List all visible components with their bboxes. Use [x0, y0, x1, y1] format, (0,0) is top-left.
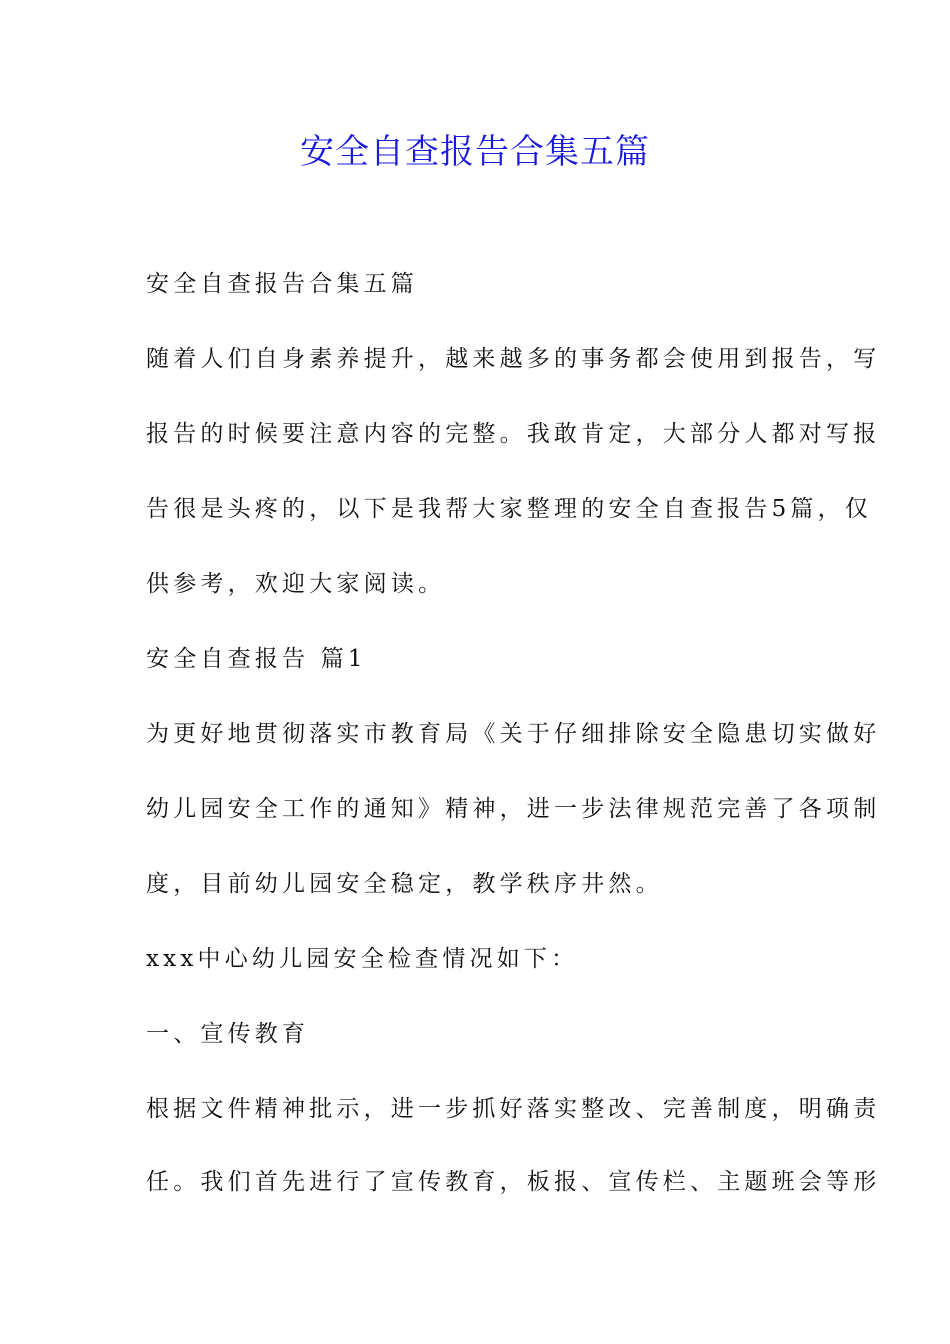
subtitle-line: 安全自查报告合集五篇 — [146, 271, 418, 297]
paragraph-line: 度，目前幼儿园安全稳定，教学秩序井然。 — [146, 871, 663, 897]
paragraph-line: 根据文件精神批示，进一步抓好落实整改、完善制度，明确责 — [146, 1096, 881, 1122]
paragraph-line: 告很是头疼的，以下是我帮大家整理的安全自查报告5篇，仅 — [146, 496, 873, 522]
section-heading: 安全自查报告 篇1 — [146, 646, 367, 672]
paragraph-line: 供参考，欢迎大家阅读。 — [146, 571, 446, 597]
paragraph-line: 随着人们自身素养提升，越来越多的事务都会使用到报告，写 — [146, 346, 881, 372]
paragraph-line: 幼儿园安全工作的通知》精神，进一步法律规范完善了各项制 — [146, 796, 881, 822]
paragraph-line: 报告的时候要注意内容的完整。我敢肯定，大部分人都对写报 — [146, 421, 881, 447]
paragraph-line: xxx中心幼儿园安全检查情况如下： — [146, 946, 579, 972]
document-title: 安全自查报告合集五篇 — [300, 132, 650, 172]
paragraph-line: 任。我们首先进行了宣传教育，板报、宣传栏、主题班会等形 — [146, 1169, 881, 1195]
paragraph-line: 为更好地贯彻落实市教育局《关于仔细排除安全隐患切实做好 — [146, 721, 881, 747]
section-heading: 一、宣传教育 — [146, 1021, 310, 1047]
